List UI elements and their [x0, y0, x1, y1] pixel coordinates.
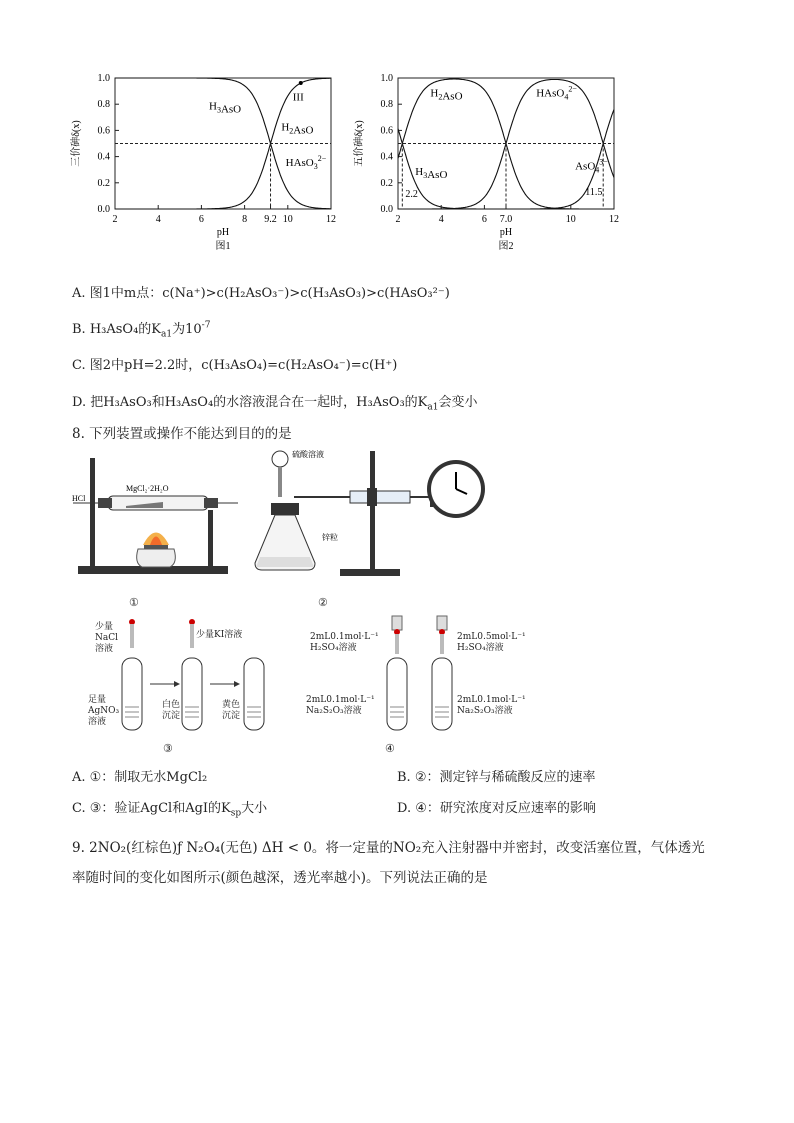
q7-option-c: C. 图2中pH=2.2时，c(H₃AsO₄)=c(H₂AsO₄⁻)=c(H⁺)	[72, 358, 398, 373]
syringe	[350, 491, 410, 503]
q7-option-b: B. H₃AsO₄的$K_{a1}$为$10^{-7}$	[72, 320, 211, 340]
alcohol-lamp	[137, 549, 176, 567]
y-tick-label: 0.0	[97, 204, 110, 215]
x-tick-label: 6	[198, 214, 204, 225]
test-tube-3	[244, 658, 264, 730]
label-aso4-3: AsO$_4^{3-}$	[575, 157, 608, 175]
q8-option-c: C. ③：验证AgCl和AgI的$K_{sp}$大小	[72, 801, 268, 819]
clock	[425, 458, 487, 520]
x-tick-label: 6	[481, 214, 487, 225]
label-zinc: 锌粒	[322, 533, 338, 542]
y-tick-label: 0.8	[380, 99, 393, 111]
x-tick-label: 9.2	[264, 214, 277, 225]
x-tick-label: 10	[565, 214, 576, 225]
label-mgcl2: MgCl₂·2H₂O	[126, 484, 169, 493]
y-tick-label: 1.0	[97, 73, 110, 84]
label-h2aso4-: $H_2AsO$	[430, 87, 463, 103]
label-3: ③	[163, 742, 173, 755]
label-agno3: 足量 AgNO₃ 溶液	[88, 695, 120, 727]
label-iii: III	[292, 91, 304, 104]
figure-caption: 图2	[498, 241, 514, 252]
test-tube-2	[182, 658, 202, 730]
y-tick-label: 0.4	[380, 151, 393, 163]
q9-line-1: 9. 2NO₂(红棕色)ƒ N₂O₄(无色) ΔH < 0。将一定量的NO₂充入注射器中并密封，改变活塞位置，气体透光	[72, 840, 705, 856]
x-tick-label: 8	[242, 214, 248, 225]
q8-option-b: B. ②：测定锌与稀硫酸反应的速率	[397, 770, 596, 785]
q8-stem: 8. 下列装置或操作不能达到目的的是	[72, 426, 292, 442]
q8-option-a: A. ①：制取无水MgCl₂	[72, 770, 208, 785]
figure-2	[350, 65, 650, 260]
label-haso3-2: HAsO$_3^{2-}$	[285, 153, 327, 171]
test-tube-4b	[432, 658, 452, 730]
label-hcl: HCl	[72, 494, 86, 503]
label-ki: 少量KI溶液	[196, 630, 243, 640]
label-4: ④	[385, 742, 395, 755]
x-tick-label: 12	[609, 214, 619, 225]
flask-stopper	[271, 503, 299, 515]
label-h2aso3-: $H_2AsO$	[281, 121, 314, 137]
separatory-funnel	[272, 451, 288, 467]
y-axis-label: 三价砷δ(x)	[71, 120, 82, 167]
apparatus-3	[90, 612, 290, 742]
x-tick-label: 7.0	[499, 214, 513, 225]
x-axis-label: pH	[216, 227, 230, 238]
label-nacl: 少量 NaCl 溶液	[95, 622, 119, 654]
x-tick-label: 12	[326, 214, 336, 225]
x-tick-label: 4	[438, 214, 444, 225]
q8-option-d: D. ④：研究浓度对反应速率的影响	[397, 801, 596, 816]
y-tick-label: 0.6	[380, 125, 393, 137]
y-tick-label: 0.0	[380, 204, 393, 215]
label-2: ②	[318, 596, 328, 609]
q7-option-a: A. 图1中m点：c(Na⁺)>c(H₂AsO₃⁻)>c(H₃AsO₃)>c(HAsO₃²⁻)	[72, 286, 450, 301]
label-white-precipitate: 白色 沉淀	[162, 700, 181, 721]
y-tick-label: 0.4	[97, 151, 110, 163]
x-tick-label: 2	[112, 214, 118, 225]
label-na2s2o3-a: 2mL0.1mol·L⁻¹ Na₂S₂O₃溶液	[306, 695, 375, 716]
q9-line-2: 率随时间的变化如图所示(颜色越深，透光率越小)。下列说法正确的是	[72, 870, 488, 886]
y-tick-label: 0.8	[97, 99, 110, 111]
label-haso4-2: HAsO$_4^{2-}$	[536, 84, 577, 102]
test-tube-4a	[387, 658, 407, 730]
label-acid: 硫酸溶液	[292, 450, 324, 459]
test-tube-1	[122, 658, 142, 730]
mark-11.5: 11.5	[585, 187, 603, 198]
label-h3aso4: $H_3AsO$	[415, 165, 448, 181]
y-axis-label: 五价砷δ(x)	[354, 120, 365, 167]
label-1: ①	[129, 596, 139, 609]
stand-rod	[90, 458, 95, 568]
x-tick-label: 2	[395, 214, 401, 225]
label-yellow-precipitate: 黄色 沉淀	[222, 700, 241, 721]
apparatus-1	[68, 450, 248, 590]
q7-option-d: D. 把H₃AsO₃和H₃AsO₄的水溶液混合在一起时，H₃AsO₃的$K_{a1}$会变小	[72, 395, 478, 413]
label-h3aso3: $H_3AsO$	[209, 100, 242, 116]
figure-1	[70, 65, 370, 260]
label-na2s2o3-b: 2mL0.1mol·L⁻¹ Na₂S₂O₃溶液	[457, 695, 526, 716]
y-tick-label: 0.6	[97, 125, 110, 137]
label-h2so4-b: 2mL0.5mol·L⁻¹ H₂SO₄溶液	[457, 632, 526, 653]
y-tick-label: 0.2	[380, 177, 393, 189]
x-axis-label: pH	[499, 227, 513, 238]
y-tick-label: 0.2	[97, 177, 110, 189]
label-h2so4-a: 2mL0.1mol·L⁻¹ H₂SO₄溶液	[310, 632, 379, 653]
x-tick-label: 4	[155, 214, 161, 225]
figure-caption: 图1	[215, 241, 231, 252]
mark-2.2: 2.2	[405, 189, 418, 200]
y-tick-label: 1.0	[380, 73, 393, 84]
x-tick-label: 10	[282, 214, 293, 225]
point-iii	[299, 81, 303, 85]
